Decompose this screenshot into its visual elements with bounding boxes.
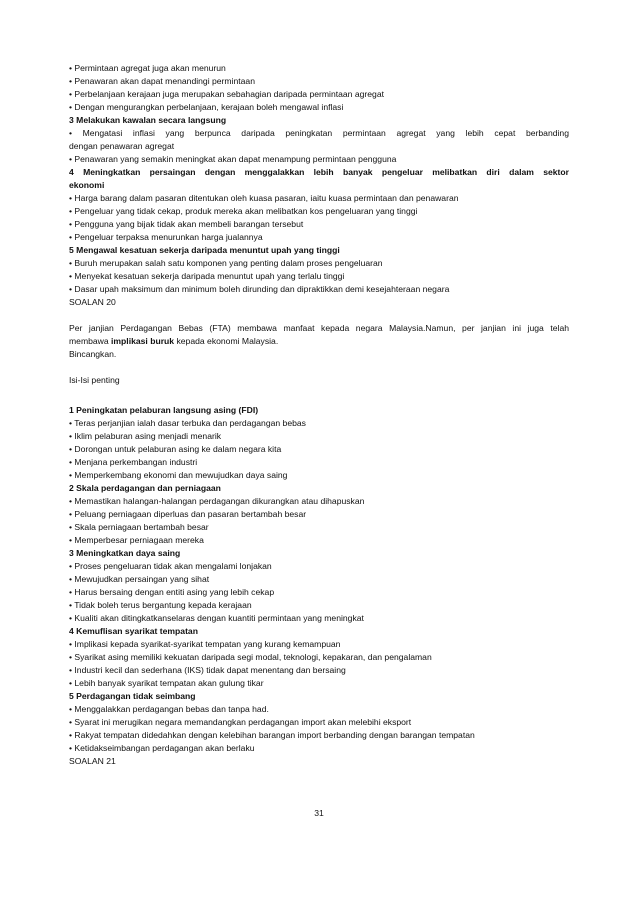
- answer-bullet: • Syarikat asing memiliki kekuatan daripada segi modal, teknologi, kepakaran, dan pengalaman: [69, 652, 432, 662]
- answer-bullet: • Industri kecil dan sederhana (IKS) tidak dapat menentang dan bersaing: [69, 665, 346, 675]
- answer-bullet: • Proses pengeluaran tidak akan mengalami lonjakan: [69, 561, 272, 571]
- question-number: SOALAN 20: [69, 297, 116, 307]
- bullet-line: • Mengatasi inflasi yang berpunca daripada peningkatan permintaan agregat yang lebih cepat berbanding: [69, 128, 569, 138]
- answer-heading: 4 Kemuflisan syarikat tempatan: [69, 626, 198, 636]
- question-number: SOALAN 21: [69, 756, 116, 766]
- section-heading-continued: ekonomi: [69, 180, 105, 190]
- answer-bullet: • Memperbesar perniagaan mereka: [69, 535, 204, 545]
- bullet-line: • Permintaan agregat juga akan menurun: [69, 63, 226, 73]
- answer-bullet: • Ketidakseimbangan perdagangan akan berlaku: [69, 743, 255, 753]
- answer-bullet: • Harus bersaing dengan entiti asing yang lebih cekap: [69, 587, 275, 597]
- answer-bullet: • Rakyat tempatan didedahkan dengan kelebihan barangan import berbanding dengan barangan tempatan: [69, 730, 475, 740]
- answer-bullet: • Peluang perniagaan diperluas dan pasaran bertambah besar: [69, 509, 307, 519]
- question-text: membawa implikasi buruk kepada ekonomi Malaysia.: [69, 336, 279, 346]
- answer-bullet: • Teras perjanjian ialah dasar terbuka dan perdagangan bebas: [69, 418, 306, 428]
- answer-heading: 2 Skala perdagangan dan perniagaan: [69, 483, 221, 493]
- bullet-line: • Pengeluar yang tidak cekap, produk mereka akan melibatkan kos pengeluaran yang tinggi: [69, 206, 418, 216]
- answer-bullet: • Menggalakkan perdagangan bebas dan tanpa had.: [69, 704, 269, 714]
- page-number: 31: [314, 808, 324, 818]
- bullet-line: • Dasar upah maksimum dan minimum boleh dirunding dan dipraktikkan demi kesejahteraan negara: [69, 284, 450, 294]
- key-points-heading: Isi-Isi penting: [69, 375, 120, 385]
- question-emphasis: implikasi buruk: [111, 336, 175, 346]
- answer-bullet: • Skala perniagaan bertambah besar: [69, 522, 209, 532]
- bullet-line: • Perbelanjaan kerajaan juga merupakan sebahagian daripada permintaan agregat: [69, 89, 384, 99]
- section-heading: 4 Meningkatkan persaingan dengan menggalakkan lebih banyak pengeluar melibatkan diri dalam sektor: [69, 167, 569, 177]
- answer-bullet: • Dorongan untuk pelaburan asing ke dalam negara kita: [69, 444, 282, 454]
- bullet-line-continued: dengan penawaran agregat: [69, 141, 175, 151]
- section-heading: 5 Mengawal kesatuan sekerja daripada menuntut upah yang tinggi: [69, 245, 340, 255]
- answer-bullet: • Memperkembang ekonomi dan mewujudkan daya saing: [69, 470, 288, 480]
- answer-heading: 1 Peningkatan pelaburan langsung asing (FDI): [69, 405, 259, 415]
- bullet-line: • Dengan mengurangkan perbelanjaan, kerajaan boleh mengawal inflasi: [69, 102, 344, 112]
- answer-bullet: • Iklim pelaburan asing menjadi menarik: [69, 431, 222, 441]
- answer-bullet: • Implikasi kepada syarikat-syarikat tempatan yang kurang kemampuan: [69, 639, 341, 649]
- answer-heading: 5 Perdagangan tidak seimbang: [69, 691, 196, 701]
- answer-heading: 3 Meningkatkan daya saing: [69, 548, 181, 558]
- question-instruction: Bincangkan.: [69, 349, 117, 359]
- answer-bullet: • Menjana perkembangan industri: [69, 457, 198, 467]
- answer-bullet: • Syarat ini merugikan negara memandangkan perdagangan import akan melebihi eksport: [69, 717, 412, 727]
- answer-bullet: • Kualiti akan ditingkatkanselaras dengan kuantiti permintaan yang meningkat: [69, 613, 364, 623]
- bullet-line: • Penawaran akan dapat menandingi permintaan: [69, 76, 255, 86]
- bullet-line: • Pengeluar terpaksa menurunkan harga jualannya: [69, 232, 263, 242]
- bullet-line: • Pengguna yang bijak tidak akan membeli barangan tersebut: [69, 219, 304, 229]
- answer-bullet: • Lebih banyak syarikat tempatan akan gulung tikar: [69, 678, 264, 688]
- bullet-line: • Menyekat kesatuan sekerja daripada menuntut upah yang terlalu tinggi: [69, 271, 345, 281]
- section-heading: 3 Melakukan kawalan secara langsung: [69, 115, 227, 125]
- question-text: Per janjian Perdagangan Bebas (FTA) membawa manfaat kepada negara Malaysia.Namun, per janjian ini juga telah: [69, 323, 569, 333]
- answer-bullet: • Memastikan halangan-halangan perdagangan dikurangkan atau dihapuskan: [69, 496, 365, 506]
- answer-bullet: • Tidak boleh terus bergantung kepada kerajaan: [69, 600, 252, 610]
- bullet-line: • Penawaran yang semakin meningkat akan dapat menampung permintaan pengguna: [69, 154, 397, 164]
- bullet-line: • Buruh merupakan salah satu komponen yang penting dalam proses pengeluaran: [69, 258, 383, 268]
- answer-bullet: • Mewujudkan persaingan yang sihat: [69, 574, 210, 584]
- bullet-line: • Harga barang dalam pasaran ditentukan oleh kuasa pasaran, iaitu kuasa permintaan dan penawaran: [69, 193, 459, 203]
